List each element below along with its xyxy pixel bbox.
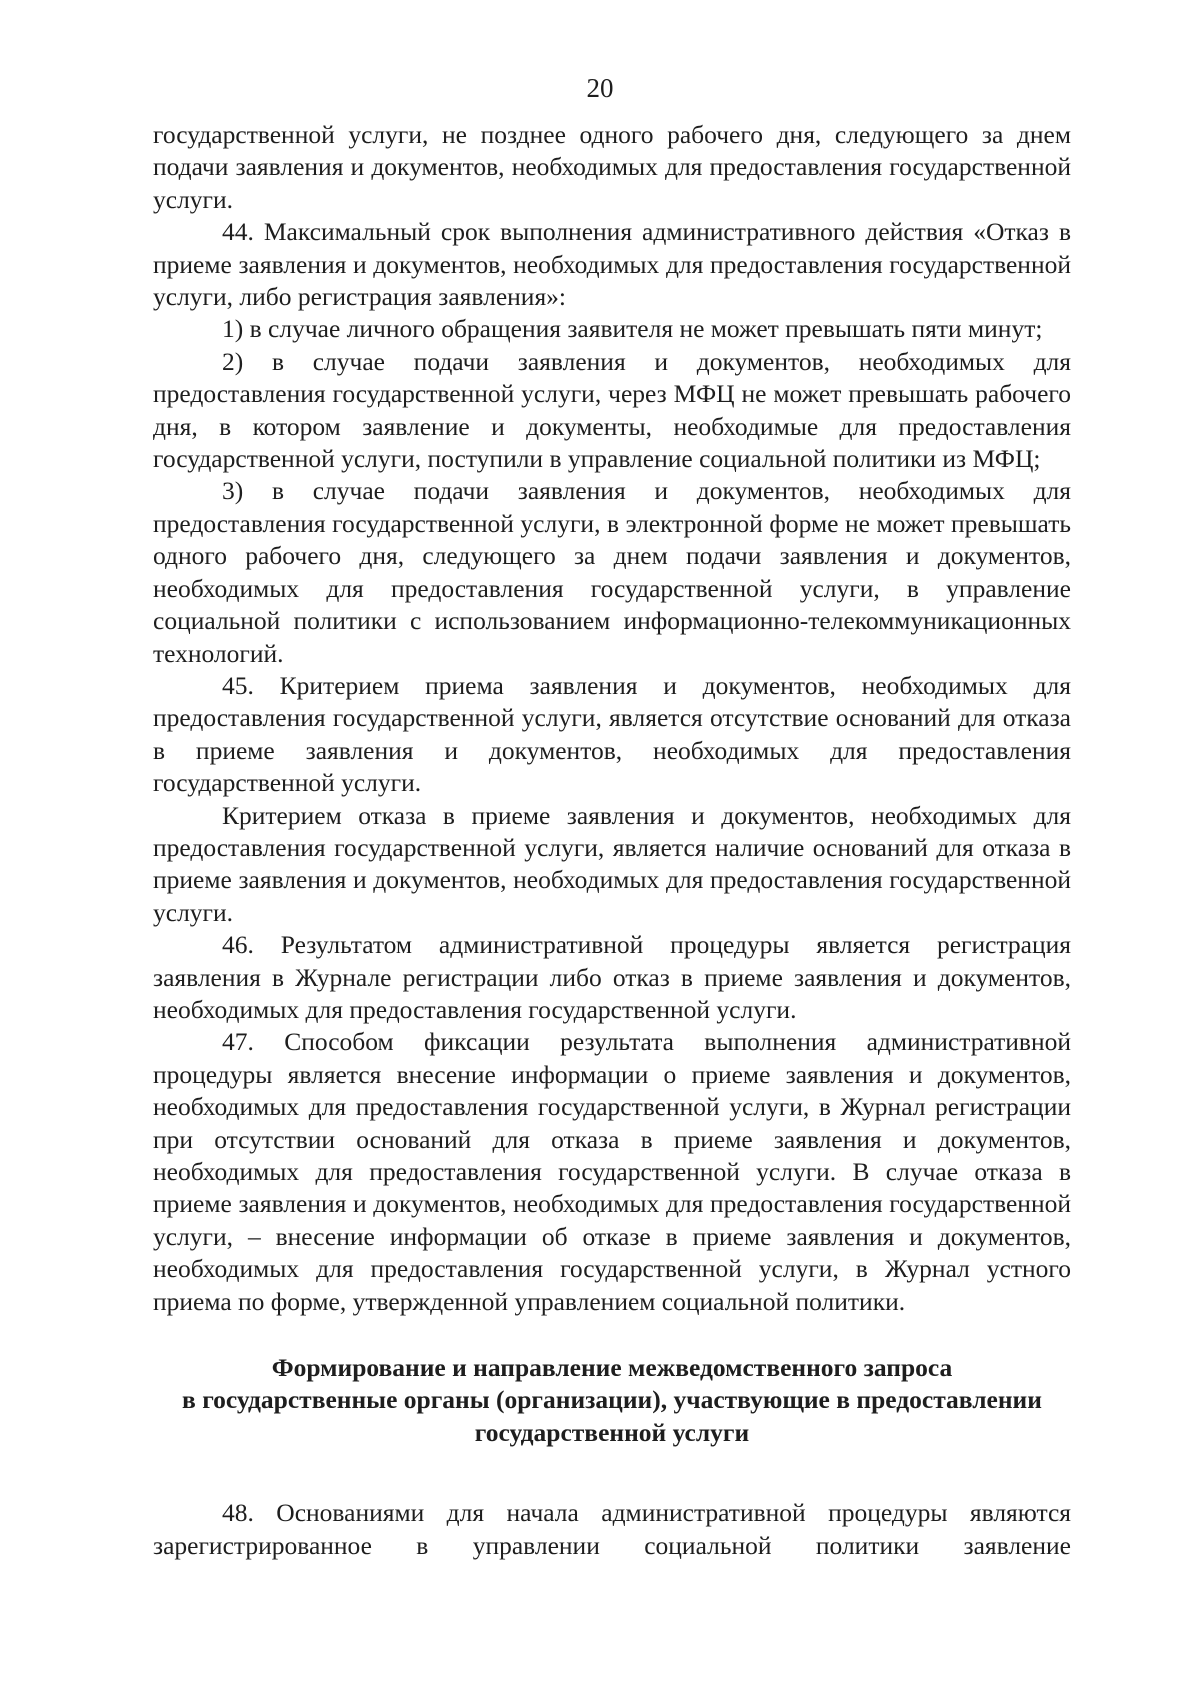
section-heading-line-1: Формирование и направление межведомственного запроса — [271, 1353, 953, 1383]
section-heading — [153, 1352, 1071, 1449]
paragraph-45: 45. Критерием приема заявления и документов, необходимых для предоставления государственной услуги, является отсутствие оснований для отказа в приеме заявления и документов, необходимых для предоставления государственной услуги. — [153, 670, 1071, 798]
paragraph-47: 47. Способом фиксации результата выполнения административной процедуры является внесение информации о приеме заявления и документов, необходимых для предоставления государственной услуги, в Журнал регистрации при отсутствии оснований для отказа в приеме заявления и документов, необходимых для предоставления государственной услуги. В случае отказа в приеме заявления и документов, необходимых для предоставления государственной услуги, – внесение информации об отказе в приеме заявления и документов, необходимых для предоставления государственной услуги, в Журнал устного приема по форме, утвержденной управлением социальной политики. — [153, 1027, 1071, 1316]
paragraph-48: 48. Основаниями для начала административной процедуры являются зарегистрированное в управлении социальной политики заявление — [153, 1498, 1071, 1560]
paragraph-continuation: государственной услуги, не позднее одного рабочего дня, следующего за днем подачи заявления и документов, необходимых для предоставления государственной услуги. — [153, 120, 1071, 214]
paragraph-44-item-1: 1) в случае личного обращения заявителя не может превышать пяти минут; — [222, 314, 1043, 344]
document-body — [153, 119, 1071, 1562]
section-heading-line-2: в государственные органы (организации), участвующие в предоставлении — [182, 1385, 1042, 1415]
paragraph-44: 44. Максимальный срок выполнения административного действия «Отказ в приеме заявления и документов, необходимых для предоставления государственной услуги, либо регистрация заявления»: — [153, 217, 1071, 312]
paragraph-44-item-2: 2) в случае подачи заявления и документов, необходимых для предоставления государственной услуги, через МФЦ не может превышать рабочего дня, в котором заявление и документы, необходимые для предоставления государственной услуги, поступили в управление социальной политики из МФЦ; — [153, 346, 1071, 474]
section-heading-line-3: государственной услуги — [474, 1417, 750, 1447]
paragraph-46: 46. Результатом административной процедуры является регистрация заявления в Журнале регистрации либо отказ в приеме заявления и документов, необходимых для предоставления государственной услуги. — [153, 930, 1071, 1024]
paragraph-44-item-3: 3) в случае подачи заявления и документов, необходимых для предоставления государственной услуги, в электронной форме не может превышать одного рабочего дня, следующего за днем подачи заявления и документов, необходимых для предоставления государственной услуги, в управление социальной политики с использованием информационно-телекоммуникационных технологий. — [153, 476, 1071, 668]
paragraph-45-refusal-criterion: Критерием отказа в приеме заявления и документов, необходимых для предоставления государственной услуги, является наличие оснований для отказа в приеме заявления и документов, необходимых для предоставления государственной услуги. — [153, 800, 1071, 927]
page-number: 20 — [586, 73, 614, 103]
